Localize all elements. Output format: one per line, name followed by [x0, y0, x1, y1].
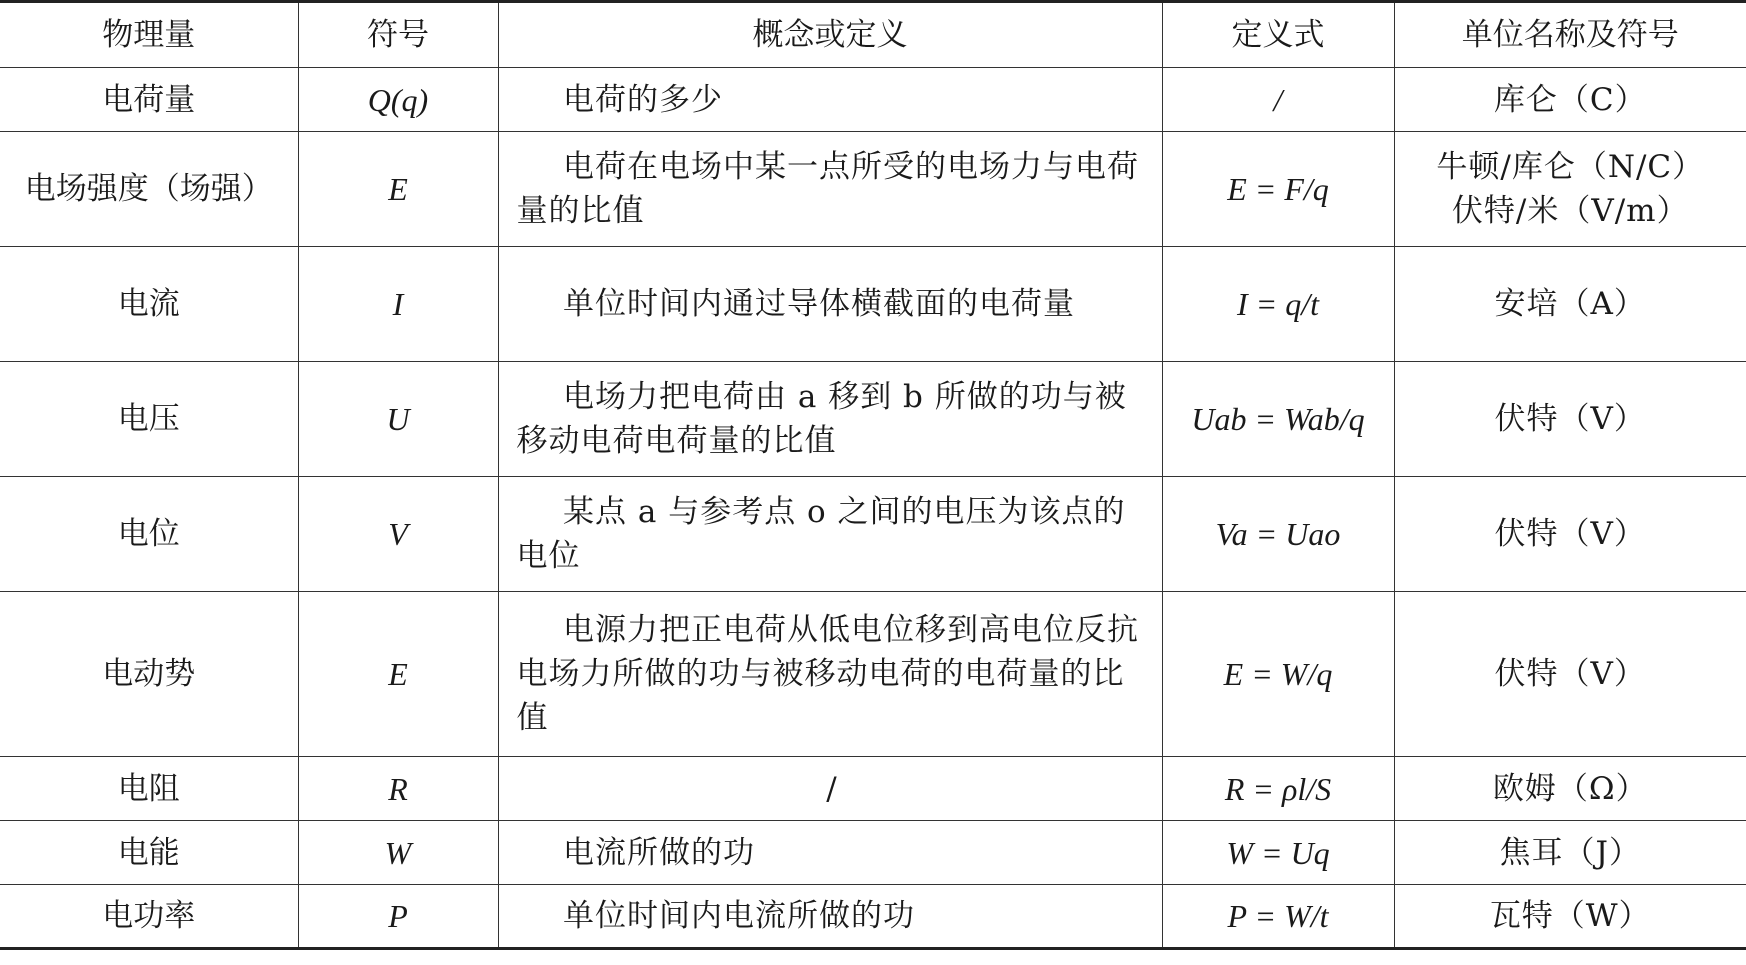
formula-cell: P = W/t	[1162, 885, 1394, 949]
definition-cell: 单位时间内电流所做的功	[498, 885, 1162, 949]
header-row	[0, 2, 1746, 68]
table-row	[0, 885, 1746, 949]
unit-cell: 欧姆（Ω）	[1394, 757, 1746, 821]
table-row	[0, 821, 1746, 885]
unit-cell: 伏特（V）	[1394, 477, 1746, 592]
formula-cell: E = F/q	[1162, 132, 1394, 247]
quantity-cell: 电流	[0, 247, 298, 362]
header-symbol: 符号	[298, 2, 498, 68]
symbol-cell: E	[298, 132, 498, 247]
table-row	[0, 477, 1746, 592]
unit-cell: 库仑（C）	[1394, 68, 1746, 132]
unit-cell: 伏特（V）	[1394, 592, 1746, 757]
quantity-cell: 电压	[0, 362, 298, 477]
definition-cell: 电场力把电荷由 a 移到 b 所做的功与被移动电荷电荷量的比值	[498, 362, 1162, 477]
symbol-cell: R	[298, 757, 498, 821]
definition-cell: 某点 a 与参考点 o 之间的电压为该点的电位	[498, 477, 1162, 592]
header-formula: 定义式	[1162, 2, 1394, 68]
table-row	[0, 592, 1746, 757]
table-row	[0, 362, 1746, 477]
unit-cell: 焦耳（J）	[1394, 821, 1746, 885]
quantity-cell: 电能	[0, 821, 298, 885]
formula-cell: Va = Uao	[1162, 477, 1394, 592]
formula-cell: R = ρl/S	[1162, 757, 1394, 821]
header-quantity: 物理量	[0, 2, 298, 68]
unit-cell: 瓦特（W）	[1394, 885, 1746, 949]
unit-cell: 安培（A）	[1394, 247, 1746, 362]
definition-cell: /	[498, 757, 1162, 821]
unit-line-2: 伏特/米（V/m）	[1451, 193, 1689, 229]
quantity-cell: 电荷量	[0, 68, 298, 132]
formula-cell: Uab = Wab/q	[1162, 362, 1394, 477]
symbol-cell: V	[298, 477, 498, 592]
formula-cell: I = q/t	[1162, 247, 1394, 362]
symbol-cell: E	[298, 592, 498, 757]
formula-cell: W = Uq	[1162, 821, 1394, 885]
unit-line-1: 牛顿/库仑（N/C）	[1436, 149, 1705, 185]
table-row	[0, 68, 1746, 132]
definition-cell: 电荷在电场中某一点所受的电场力与电荷量的比值	[498, 132, 1162, 247]
table-row	[0, 247, 1746, 362]
symbol-cell: U	[298, 362, 498, 477]
symbol-cell: Q(q)	[298, 68, 498, 132]
quantity-cell: 电阻	[0, 757, 298, 821]
table-row	[0, 132, 1746, 247]
definition-cell: 单位时间内通过导体横截面的电荷量	[498, 247, 1162, 362]
definition-cell: 电流所做的功	[498, 821, 1162, 885]
header-definition: 概念或定义	[498, 2, 1162, 68]
unit-cell	[1394, 132, 1746, 247]
formula-cell: /	[1162, 68, 1394, 132]
header-unit: 单位名称及符号	[1394, 2, 1746, 68]
quantity-cell: 电功率	[0, 885, 298, 949]
definition-cell: 电源力把正电荷从低电位移到高电位反抗电场力所做的功与被移动电荷的电荷量的比值	[498, 592, 1162, 757]
table-row	[0, 757, 1746, 821]
quantity-cell: 电场强度（场强）	[0, 132, 298, 247]
unit-cell: 伏特（V）	[1394, 362, 1746, 477]
symbol-cell: P	[298, 885, 498, 949]
quantity-cell: 电位	[0, 477, 298, 592]
definition-cell: 电荷的多少	[498, 68, 1162, 132]
formula-cell: E = W/q	[1162, 592, 1394, 757]
symbol-cell: W	[298, 821, 498, 885]
symbol-cell: I	[298, 247, 498, 362]
quantity-cell: 电动势	[0, 592, 298, 757]
